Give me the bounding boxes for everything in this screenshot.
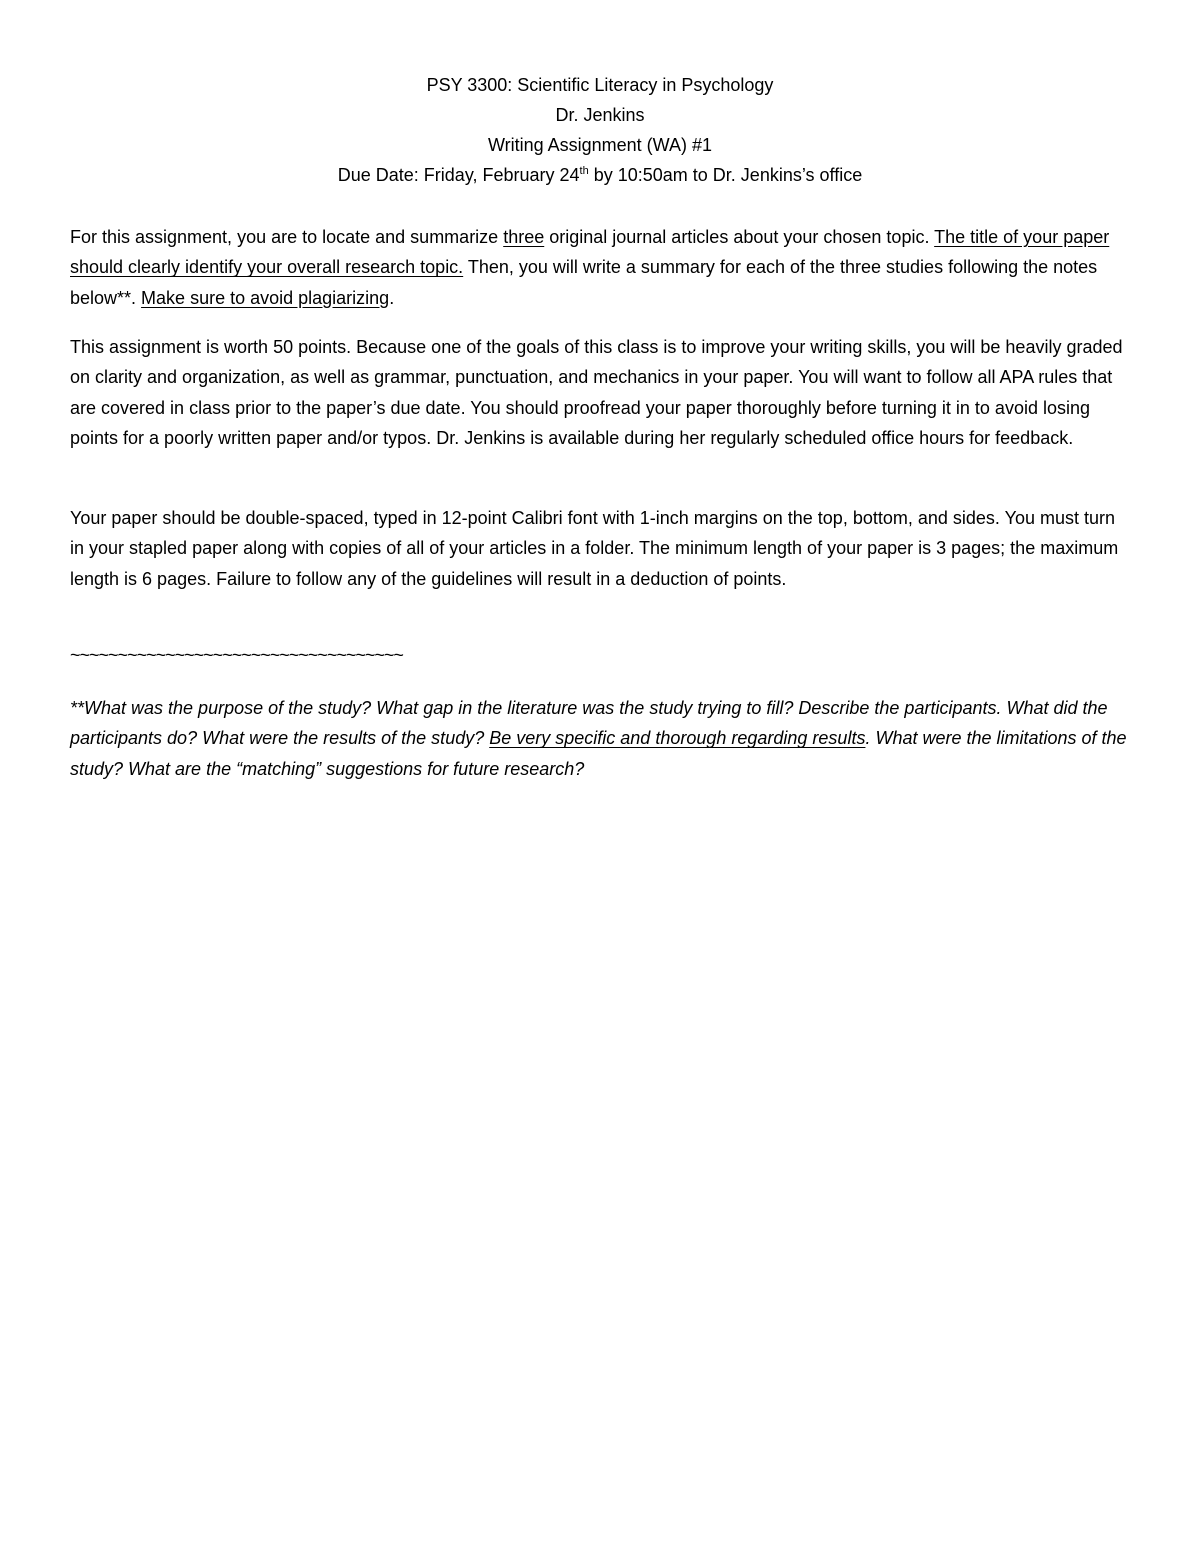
para1-text-1: For this assignment, you are to locate and summarize bbox=[70, 227, 504, 247]
notes-text-1: **What was the purpose of the study? What gap in the literature was the study trying to fill? Describe the participants. What did the participants do? What were the results of the study? bbox=[70, 698, 1108, 749]
due-date bbox=[0, 160, 1200, 190]
course-title: PSY 3300: Scientific Literacy in Psychology bbox=[426, 75, 774, 95]
grading-paragraph bbox=[70, 332, 1130, 453]
notes-emphasis-results: Be very specific and thorough regarding results bbox=[489, 728, 866, 749]
document-header bbox=[0, 70, 1200, 190]
para1-emphasis-title: The title of your paper should clearly identify your overall research topic. bbox=[70, 227, 1110, 278]
grading-text: This assignment is worth 50 points. Because one of the goals of this class is to improve your writing skills, you will be heavily graded on clarity and organization, as well as grammar, punctuation, and mechanics in your paper. You will want to follow all APA rules that are covered in class prior to the paper’s due date. You should proofread your paper thoroughly before turning it in to avoid losing points for a poorly written paper and/or typos. Dr. Jenkins is available during her regularly scheduled office hours for feedback. bbox=[70, 337, 1123, 448]
due-date-suffix: by 10:50am to Dr. Jenkins’s office bbox=[588, 165, 863, 185]
para1-emphasis-three: three bbox=[503, 227, 545, 247]
para1-text-2: original journal articles about your chosen topic. bbox=[544, 227, 935, 247]
notes-text-2: . What were the limitations of the study? What are the “matching” suggestions for future research? bbox=[70, 728, 1127, 779]
formatting-text: Your paper should be double-spaced, typed in 12-point Calibri font with 1-inch margins on the top, bottom, and sides. You must turn in your stapled paper along with copies of all of your articles in a folder. The minimum length of your paper is 3 pages; the maximum length is 6 pages. Failure to follow any of the guidelines will result in a deduction of points. bbox=[70, 508, 1119, 589]
notes-paragraph bbox=[70, 693, 1130, 784]
instructor-name: Dr. Jenkins bbox=[555, 105, 645, 125]
formatting-paragraph bbox=[70, 503, 1130, 594]
para1-emphasis-plagiarism: Make sure to avoid plagiarizing bbox=[141, 287, 390, 308]
tilde-divider: ~~~~~~~~~~~~~~~~~~~~~~~~~~~~~~~~~~~ bbox=[70, 645, 403, 665]
due-date-prefix: Due Date: Friday, February 24 bbox=[337, 165, 580, 185]
para1-text-3: Then, you will write a summary for each of the three studies following the notes below**. bbox=[70, 257, 1098, 308]
due-date-ordinal: th bbox=[579, 165, 589, 177]
instructions-paragraph bbox=[70, 222, 1130, 313]
para1-text-4: . bbox=[389, 287, 395, 308]
assignment-title: Writing Assignment (WA) #1 bbox=[487, 135, 713, 155]
